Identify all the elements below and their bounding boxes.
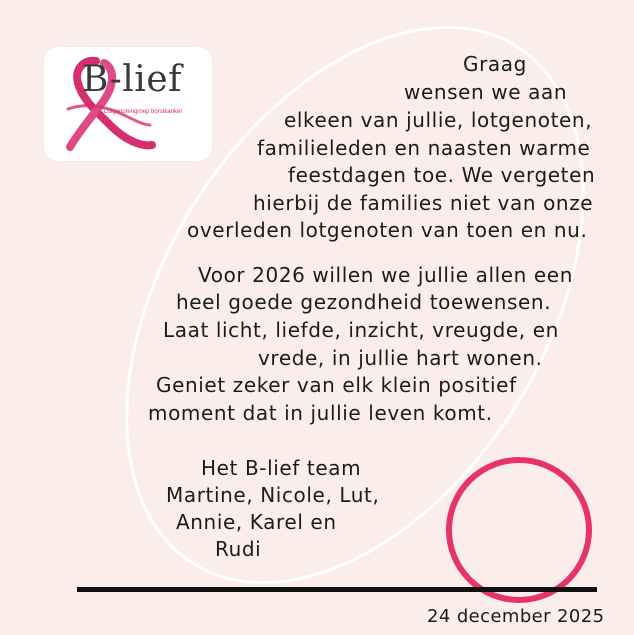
signature-line: Martine, Nicole, Lut, xyxy=(166,483,380,507)
logo-tagline: Lotgenotengroep borstkanker xyxy=(104,109,183,115)
pink-circle-decoration xyxy=(446,457,592,603)
signature-line: Het B-lief team xyxy=(201,456,362,480)
signature-line: Rudi xyxy=(215,537,262,561)
wishes-line: Geniet zeker van elk klein positief xyxy=(156,373,517,397)
date-label: 24 december 2025 xyxy=(427,606,605,627)
greeting-line: wensen we aan xyxy=(404,80,568,104)
signature-line: Annie, Karel en xyxy=(176,510,337,534)
wishes-line: Voor 2026 willen we jullie allen een xyxy=(198,263,573,287)
divider xyxy=(77,587,597,592)
logo-wordmark: B-lief xyxy=(82,59,182,100)
wishes-line: moment dat in jullie leven komt. xyxy=(148,401,493,425)
greeting-line: feestdagen toe. We vergeten xyxy=(288,163,596,187)
wishes-line: heel goede gezondheid toewensen. xyxy=(176,290,552,314)
greeting-line: familieleden en naasten warme xyxy=(257,136,591,160)
greeting-line: Graag xyxy=(463,52,527,76)
logo xyxy=(44,47,212,161)
greeting-line: elkeen van jullie, lotgenoten, xyxy=(284,108,593,132)
greeting-line: hierbij de families niet van onze xyxy=(253,191,594,215)
greeting-line: overleden lotgenoten van toen en nu. xyxy=(187,218,588,242)
wishes-line: Laat licht, liefde, inzicht, vreugde, en xyxy=(163,318,559,342)
wishes-line: vrede, in jullie hart wonen. xyxy=(258,346,543,370)
